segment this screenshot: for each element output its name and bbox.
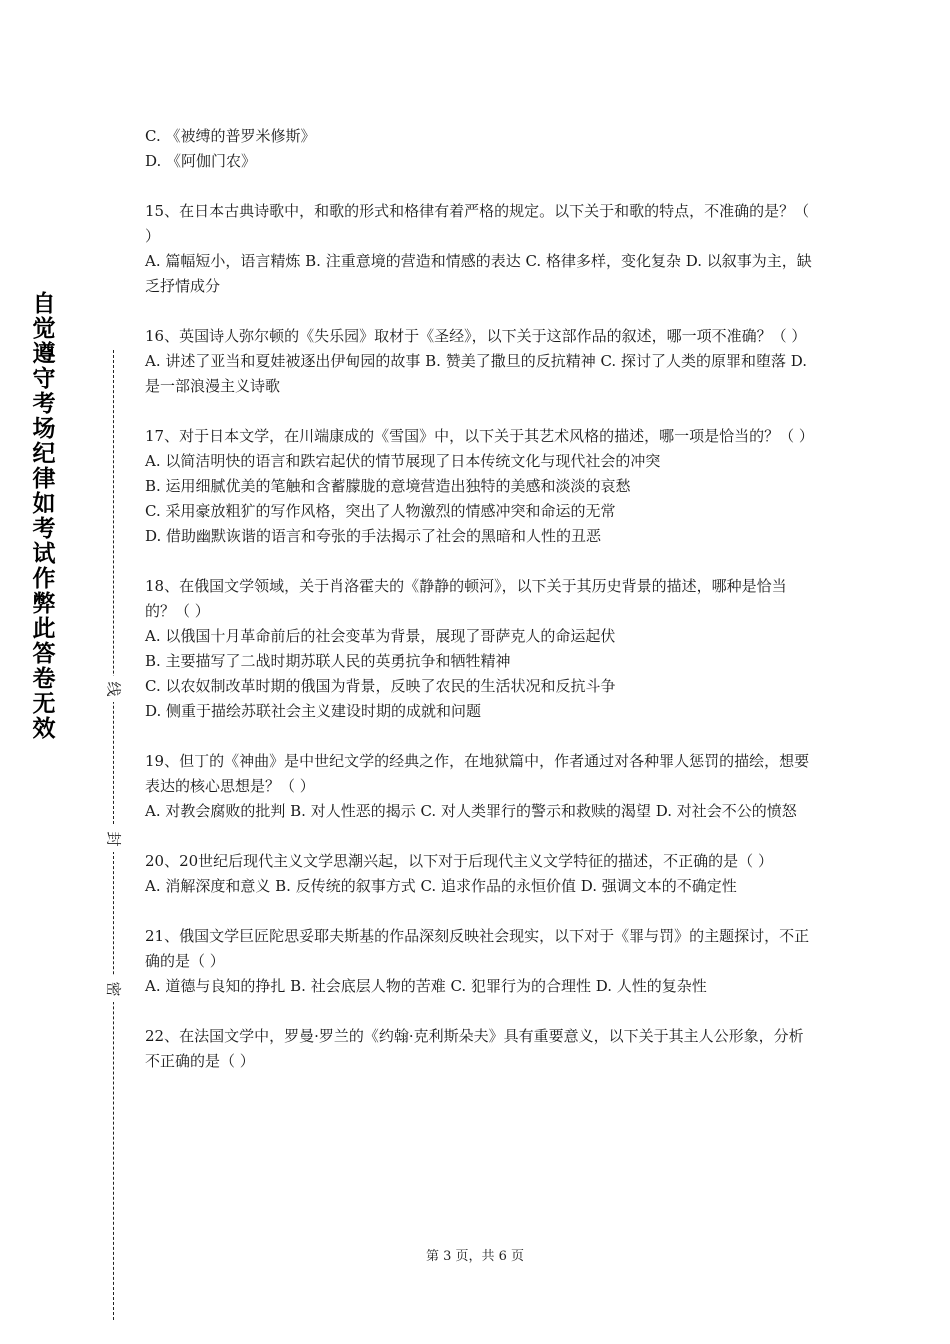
option-line: B. 运用细腻优美的笔触和含蓄朦胧的意境营造出独特的美感和淡淡的哀愁 bbox=[145, 477, 631, 495]
option-line: C. 以农奴制改革时期的俄国为背景，反映了农民的生活状况和反抗斗争 bbox=[145, 677, 616, 695]
binding-mark-close: 密 bbox=[104, 976, 124, 1002]
question-stem: 15、在日本古典诗歌中，和歌的形式和格律有着严格的规定。以下关于和歌的特点，不准确的是？（ ） bbox=[145, 202, 810, 245]
option-line: A. 消解深度和意义 B. 反传统的叙事方式 C. 追求作品的永恒价值 D. 强调文本的不确定性 bbox=[145, 877, 737, 895]
binding-mark-line: 线 bbox=[104, 676, 124, 702]
option-line: D. 借助幽默诙谐的语言和夸张的手法揭示了社会的黑暗和人性的丑恶 bbox=[145, 527, 602, 545]
question-stem: 20、20世纪后现代主义文学思潮兴起，以下对于后现代主义文学特征的描述，不正确的是（ ） bbox=[145, 852, 773, 870]
question-18 bbox=[145, 574, 813, 724]
question-stem: 22、在法国文学中，罗曼·罗兰的《约翰·克利斯朵夫》具有重要意义，以下关于其主人公形象，分析不正确的是（ ） bbox=[145, 1027, 804, 1070]
question-stem: 18、在俄国文学领域，关于肖洛霍夫的《静静的顿河》，以下关于其历史背景的描述，哪种是恰当的？（ ） bbox=[145, 577, 787, 620]
option-line: A. 以简洁明快的语言和跌宕起伏的情节展现了日本传统文化与现代社会的冲突 bbox=[145, 452, 661, 470]
option-line: A. 对教会腐败的批判 B. 对人性恶的揭示 C. 对人类罪行的警示和救赎的渴望 D. 对社会不公的愤怒 bbox=[145, 802, 797, 820]
question-stem: 17、对于日本文学，在川端康成的《雪国》中，以下关于其艺术风格的描述，哪一项是恰当的？（ ） bbox=[145, 427, 814, 445]
option-line: A. 讲述了亚当和夏娃被逐出伊甸园的故事 B. 赞美了撒旦的反抗精神 C. 探讨了人类的原罪和堕落 D. 是一部浪漫主义诗歌 bbox=[145, 352, 807, 395]
option-line: C. 《被缚的普罗米修斯》 bbox=[145, 127, 316, 145]
option-line: A. 道德与良知的挣扎 B. 社会底层人物的苦难 C. 犯罪行为的合理性 D. 人性的复杂性 bbox=[145, 977, 707, 995]
question-15 bbox=[145, 199, 813, 299]
option-line: A. 篇幅短小，语言精炼 B. 注重意境的营造和情感的表达 C. 格律多样，变化复杂 D. 以叙事为主，缺乏抒情成分 bbox=[145, 252, 812, 295]
question-content bbox=[145, 124, 813, 1099]
previous-question-options bbox=[145, 124, 813, 174]
option-line: B. 主要描写了二战时期苏联人民的英勇抗争和牺牲精神 bbox=[145, 652, 511, 670]
page-number: 第 3 页，共 6 页 bbox=[425, 1249, 525, 1264]
question-19 bbox=[145, 749, 813, 824]
question-stem: 19、但丁的《神曲》是中世纪文学的经典之作，在地狱篇中，作者通过对各种罪人惩罚的描绘，想要表达的核心思想是？（ ） bbox=[145, 752, 810, 795]
question-stem: 21、俄国文学巨匠陀思妥耶夫斯基的作品深刻反映社会现实，以下对于《罪与罚》的主题探讨，不正确的是（ ） bbox=[145, 927, 810, 970]
question-21 bbox=[145, 924, 813, 999]
option-line: A. 以俄国十月革命前后的社会变革为背景，展现了哥萨克人的命运起伏 bbox=[145, 627, 616, 645]
exam-discipline-notice: 自觉遵守考场纪律如考试作弊此答卷无效 bbox=[32, 291, 56, 742]
question-stem: 16、英国诗人弥尔顿的《失乐园》取材于《圣经》，以下关于这部作品的叙述，哪一项不准确？（ ） bbox=[145, 327, 807, 345]
question-16 bbox=[145, 324, 813, 399]
option-line: D. 《阿伽门农》 bbox=[145, 152, 257, 170]
question-17 bbox=[145, 424, 813, 549]
question-20 bbox=[145, 849, 813, 899]
option-line: D. 侧重于描绘苏联社会主义建设时期的成就和问题 bbox=[145, 702, 482, 720]
binding-mark-seal: 封 bbox=[104, 826, 124, 852]
question-22 bbox=[145, 1024, 813, 1074]
option-line: C. 采用豪放粗犷的写作风格，突出了人物激烈的情感冲突和命运的无常 bbox=[145, 502, 616, 520]
